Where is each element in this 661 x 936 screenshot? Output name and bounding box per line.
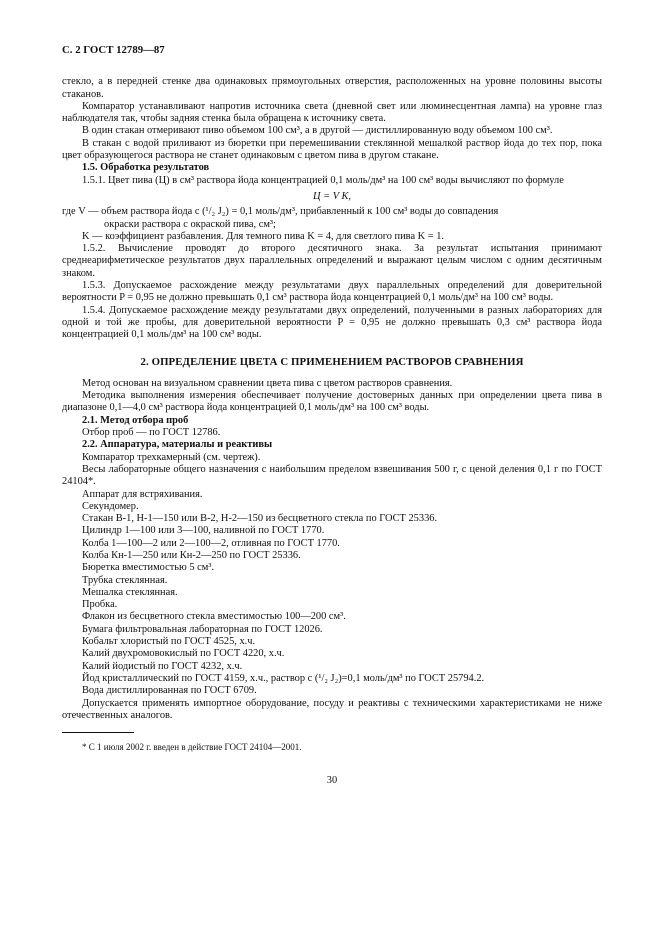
- paragraph: Методика выполнения измерения обеспечивает получение достоверных данных при определении цвета пива в диапазоне 0,1—4,0 см³ раствора йода концентрацией 0,1 моль/дм³ на 100 см³ воды.: [62, 390, 602, 414]
- list-item: Калий двухромовокислый по ГОСТ 4220, х.ч.: [82, 648, 285, 660]
- paragraph: Компаратор устанавливают напротив источника света (дневной свет или люминесцентная лампа) на уровне глаз наблюдателя так, чтобы задняя стенка была обращена к источнику света.: [62, 100, 602, 125]
- paragraph: Допускается применять импортное оборудование, посуду и реактивы с техническими характеристиками не ниже отечественных аналогов.: [62, 697, 602, 721]
- paragraph-1-5-3: 1.5.3. Допускаемое расхождение между результатами двух параллельных определений для доверительной вероятности P = 0,95 не должно превышать 0,1 см³ раствора йода концентрацией 0,1 моль/дм³ на 100 см³ воды.: [62, 280, 602, 304]
- footnote-divider: [62, 732, 134, 733]
- list-item: Колба Кн-1—250 или Кн-2—250 по ГОСТ 25336.: [82, 549, 301, 561]
- subsection-title-1-5: 1.5. Обработка результатов: [82, 162, 210, 174]
- where-clause-k: K — коэффициент разбавления. Для темного пива K = 4, для светлого пива K = 1.: [82, 230, 445, 242]
- paragraph-1-5-2: 1.5.2. Вычисление проводят до второго десятичного знака. За результат испытания принимают среднеарифметическое результатов двух параллельных определений и выражают целым числом с одним десятичным знаком.: [62, 243, 602, 279]
- section-2-title: 2. ОПРЕДЕЛЕНИЕ ЦВЕТА С ПРИМЕНЕНИЕМ РАСТВОРОВ СРАВНЕНИЯ: [140, 355, 524, 368]
- paragraph: Отбор проб — по ГОСТ 12786.: [82, 427, 221, 439]
- where-clause-v: где V — объем раствора йода c (¹/₂ J₂) = 0,1 моль/дм³, прибавленный к 100 см³ воды до совпадения: [62, 206, 499, 218]
- equipment-list: [62, 489, 602, 698]
- list-item: Бюретка вместимостью 5 см³.: [82, 562, 215, 574]
- subsection-title-2-1: 2.1. Метод отбора проб: [82, 414, 189, 426]
- list-item: Весы лабораторные общего назначения с наибольшим пределом взвешивания 500 г, с ценой деления 0,1 г по ГОСТ 24104*.: [62, 463, 602, 488]
- list-item: Секундомер.: [82, 500, 139, 512]
- list-item: Вода дистиллированная по ГОСТ 6709.: [82, 685, 257, 697]
- list-item: Йод кристаллический по ГОСТ 4159, х.ч., раствор c (¹/₂ J₂)=0,1 моль/дм³ по ГОСТ 25794.2.: [82, 672, 485, 684]
- document-page: [62, 44, 602, 788]
- paragraph: В стакан с водой приливают из бюретки при перемешивании стеклянной мешалкой раствор йода до тех пор, пока цвет образующегося раствора не станет одинаковым с цветом пива в другом стакане.: [62, 137, 602, 162]
- footnote: * С 1 июля 2002 г. введен в действие ГОСТ 24104—2001.: [82, 742, 302, 753]
- list-item: Бумага фильтровальная лабораторная по ГОСТ 12026.: [82, 623, 323, 635]
- paragraph: Метод основан на визуальном сравнении цвета пива с цветом растворов сравнения.: [82, 377, 453, 389]
- subsection-title-2-2: 2.2. Аппаратура, материалы и реактивы: [82, 439, 273, 451]
- list-item: Компаратор трехкамерный (см. чертеж).: [82, 451, 261, 463]
- list-item: Калий йодистый по ГОСТ 4232, х.ч.: [82, 660, 243, 672]
- list-item: Колба 1—100—2 или 2—100—2, отливная по ГОСТ 1770.: [82, 537, 340, 549]
- paragraph-1-5-4: 1.5.4. Допускаемое расхождение между результатами двух определений, полученными в разных лабораториях для одной и той же пробы, для доверительной вероятности P = 0,95 не должно превышать 0,3 см³ раствора йода концентрацией 0,1 моль/дм³ на 100 см³ воды.: [62, 304, 602, 341]
- list-item: Пробка.: [82, 599, 118, 611]
- paragraph-1-5-1: 1.5.1. Цвет пива (Ц) в см³ раствора йода концентрацией 0,1 моль/дм³ на 100 см³ воды вычисляют по формуле: [82, 174, 564, 186]
- list-item: Кобальт хлористый по ГОСТ 4525, х.ч.: [82, 636, 256, 648]
- list-item: Аппарат для встряхивания.: [82, 488, 203, 500]
- running-header: С. 2 ГОСТ 12789—87: [62, 44, 165, 56]
- list-item: Мешалка стеклянная.: [82, 586, 178, 598]
- list-item: Цилиндр 1—100 или 3—100, наливной по ГОСТ 1770.: [82, 525, 325, 537]
- list-item: Флакон из бесцветного стекла вместимостью 100—200 см³.: [82, 611, 346, 623]
- paragraph: стекло, а в передней стенке два одинаковых прямоугольных отверстия, расположенных на уровне половины высоты стаканов.: [62, 76, 602, 100]
- formula: Ц = V K,: [313, 190, 351, 202]
- where-clause-v-cont: окраски раствора с окраской пива, см³;: [104, 218, 276, 230]
- list-item: Стакан В-1, Н-1—150 или В-2, Н-2—150 из бесцветного стекла по ГОСТ 25336.: [82, 513, 438, 525]
- paragraph: В один стакан отмеривают пиво объемом 100 см³, а в другой — дистиллированную воду объемом 100 см³.: [82, 125, 553, 137]
- list-item: Трубка стеклянная.: [82, 574, 168, 586]
- page-number: 30: [326, 775, 338, 787]
